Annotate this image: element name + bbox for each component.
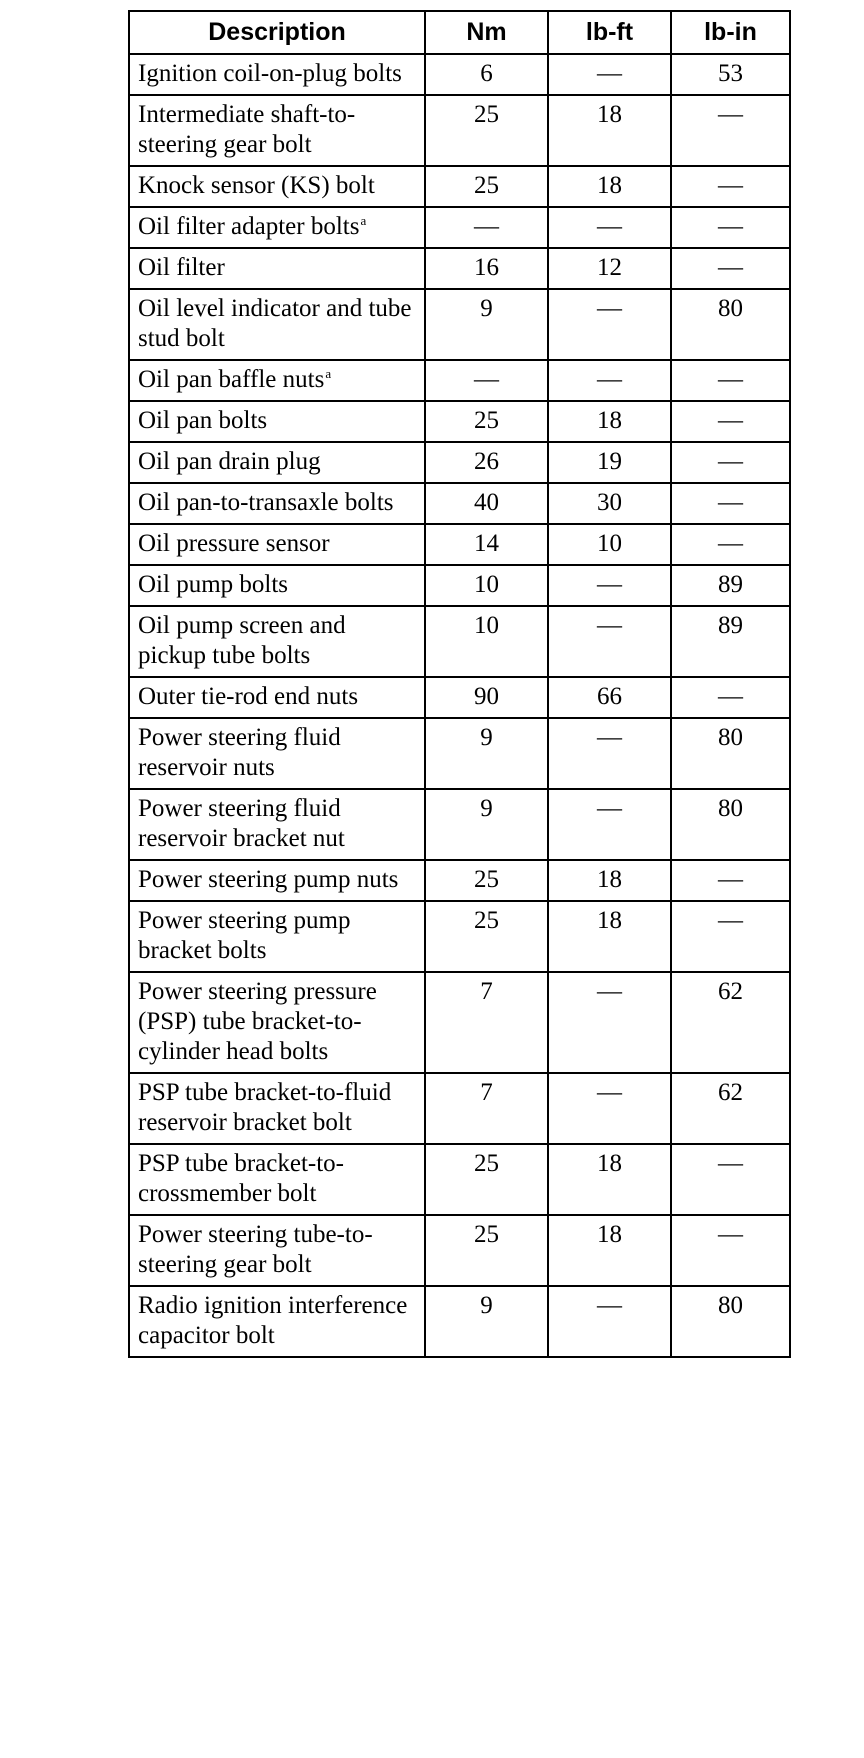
cell-lb-in: 80 bbox=[671, 1286, 790, 1357]
cell-lb-ft: 10 bbox=[548, 524, 671, 565]
cell-lb-ft: — bbox=[548, 1073, 671, 1144]
cell-description bbox=[129, 1286, 425, 1357]
cell-lb-in: — bbox=[671, 483, 790, 524]
cell-description bbox=[129, 248, 425, 289]
table-row bbox=[129, 360, 790, 401]
table-header-row bbox=[129, 11, 790, 54]
cell-lb-ft: 18 bbox=[548, 166, 671, 207]
cell-nm: — bbox=[425, 207, 548, 248]
cell-nm: 26 bbox=[425, 442, 548, 483]
cell-nm: 25 bbox=[425, 1144, 548, 1215]
table-row bbox=[129, 1073, 790, 1144]
description-text: Oil pan drain plug bbox=[138, 448, 321, 475]
cell-description bbox=[129, 483, 425, 524]
description-text: Radio ignition interference capacitor bolt bbox=[138, 1292, 408, 1349]
description-text: PSP tube bracket-to-fluid reservoir bracket bolt bbox=[138, 1079, 392, 1136]
torque-spec-table-container bbox=[128, 10, 789, 1358]
table-row bbox=[129, 972, 790, 1073]
cell-lb-ft: 18 bbox=[548, 901, 671, 972]
cell-lb-ft: — bbox=[548, 360, 671, 401]
table-row bbox=[129, 483, 790, 524]
description-text: Intermediate shaft-to-steering gear bolt bbox=[138, 101, 356, 158]
cell-lb-in: — bbox=[671, 207, 790, 248]
cell-lb-ft: — bbox=[548, 565, 671, 606]
cell-lb-in: — bbox=[671, 677, 790, 718]
cell-description bbox=[129, 565, 425, 606]
cell-description bbox=[129, 1073, 425, 1144]
cell-lb-in: — bbox=[671, 166, 790, 207]
cell-nm: 7 bbox=[425, 972, 548, 1073]
table-row bbox=[129, 442, 790, 483]
description-text: Oil pump bolts bbox=[138, 571, 289, 598]
cell-nm: 9 bbox=[425, 289, 548, 360]
description-text: Outer tie-rod end nuts bbox=[138, 683, 359, 710]
cell-description bbox=[129, 289, 425, 360]
table-row bbox=[129, 289, 790, 360]
cell-description bbox=[129, 95, 425, 166]
cell-lb-in: 62 bbox=[671, 1073, 790, 1144]
cell-nm: 9 bbox=[425, 789, 548, 860]
description-text: Power steering pump nuts bbox=[138, 866, 399, 893]
cell-lb-ft: 19 bbox=[548, 442, 671, 483]
description-text: Power steering fluid reservoir nuts bbox=[138, 724, 341, 781]
torque-spec-table bbox=[128, 10, 791, 1358]
cell-nm: — bbox=[425, 360, 548, 401]
cell-lb-ft: 18 bbox=[548, 1144, 671, 1215]
cell-lb-ft: 66 bbox=[548, 677, 671, 718]
cell-description bbox=[129, 718, 425, 789]
table-row bbox=[129, 207, 790, 248]
cell-lb-in: 89 bbox=[671, 565, 790, 606]
description-text: Oil pan bolts bbox=[138, 407, 268, 434]
cell-lb-ft: 30 bbox=[548, 483, 671, 524]
cell-lb-in: 80 bbox=[671, 718, 790, 789]
cell-description bbox=[129, 901, 425, 972]
table-body bbox=[129, 54, 790, 1357]
cell-nm: 25 bbox=[425, 901, 548, 972]
cell-description bbox=[129, 789, 425, 860]
description-text: Oil pump screen and pickup tube bolts bbox=[138, 612, 346, 669]
description-text: Oil filter adapter bolts bbox=[138, 213, 360, 240]
cell-lb-in: — bbox=[671, 360, 790, 401]
cell-lb-in: — bbox=[671, 524, 790, 565]
cell-description bbox=[129, 677, 425, 718]
table-row bbox=[129, 718, 790, 789]
header-nm: Nm bbox=[425, 11, 548, 54]
table-row bbox=[129, 54, 790, 95]
cell-lb-in: 53 bbox=[671, 54, 790, 95]
cell-nm: 6 bbox=[425, 54, 548, 95]
cell-lb-ft: 12 bbox=[548, 248, 671, 289]
cell-lb-in: — bbox=[671, 248, 790, 289]
cell-description bbox=[129, 207, 425, 248]
table-row bbox=[129, 789, 790, 860]
cell-description bbox=[129, 166, 425, 207]
cell-lb-ft: — bbox=[548, 718, 671, 789]
header-description: Description bbox=[129, 11, 425, 54]
table-row bbox=[129, 565, 790, 606]
table-row bbox=[129, 1144, 790, 1215]
description-text: Oil pan baffle nuts bbox=[138, 366, 325, 393]
cell-lb-ft: — bbox=[548, 207, 671, 248]
description-text: PSP tube bracket-to-crossmember bolt bbox=[138, 1150, 344, 1207]
cell-lb-in: — bbox=[671, 442, 790, 483]
header-lb-ft: lb-ft bbox=[548, 11, 671, 54]
cell-description bbox=[129, 606, 425, 677]
cell-nm: 25 bbox=[425, 860, 548, 901]
cell-description bbox=[129, 972, 425, 1073]
cell-nm: 90 bbox=[425, 677, 548, 718]
table-row bbox=[129, 901, 790, 972]
table-row bbox=[129, 401, 790, 442]
cell-lb-in: — bbox=[671, 95, 790, 166]
cell-nm: 40 bbox=[425, 483, 548, 524]
cell-lb-in: 80 bbox=[671, 789, 790, 860]
cell-description bbox=[129, 401, 425, 442]
cell-lb-in: — bbox=[671, 901, 790, 972]
cell-description bbox=[129, 1215, 425, 1286]
cell-nm: 9 bbox=[425, 718, 548, 789]
cell-lb-in: — bbox=[671, 1144, 790, 1215]
cell-nm: 14 bbox=[425, 524, 548, 565]
cell-description bbox=[129, 860, 425, 901]
description-text: Ignition coil-on-plug bolts bbox=[138, 60, 402, 87]
cell-description bbox=[129, 360, 425, 401]
table-row bbox=[129, 166, 790, 207]
cell-lb-ft: — bbox=[548, 606, 671, 677]
cell-lb-ft: — bbox=[548, 289, 671, 360]
table-row bbox=[129, 677, 790, 718]
description-text: Oil level indicator and tube stud bolt bbox=[138, 295, 412, 352]
table-row bbox=[129, 95, 790, 166]
cell-lb-ft: 18 bbox=[548, 401, 671, 442]
cell-description bbox=[129, 442, 425, 483]
cell-lb-ft: 18 bbox=[548, 95, 671, 166]
cell-nm: 25 bbox=[425, 1215, 548, 1286]
table-row bbox=[129, 1215, 790, 1286]
cell-nm: 25 bbox=[425, 95, 548, 166]
table-row bbox=[129, 524, 790, 565]
description-text: Power steering pressure (PSP) tube bracket-to-cylinder head bolts bbox=[138, 978, 377, 1065]
cell-lb-ft: — bbox=[548, 1286, 671, 1357]
cell-nm: 10 bbox=[425, 606, 548, 677]
header-lb-in: lb-in bbox=[671, 11, 790, 54]
description-text: Oil pan-to-transaxle bolts bbox=[138, 489, 394, 516]
cell-lb-in: 89 bbox=[671, 606, 790, 677]
table-row bbox=[129, 248, 790, 289]
description-text: Power steering pump bracket bolts bbox=[138, 907, 351, 964]
cell-lb-in: — bbox=[671, 860, 790, 901]
cell-lb-in: — bbox=[671, 1215, 790, 1286]
cell-lb-ft: — bbox=[548, 789, 671, 860]
cell-description bbox=[129, 1144, 425, 1215]
description-text: Knock sensor (KS) bolt bbox=[138, 172, 375, 199]
cell-nm: 9 bbox=[425, 1286, 548, 1357]
description-text: Power steering tube-to-steering gear bolt bbox=[138, 1221, 373, 1278]
cell-lb-in: 80 bbox=[671, 289, 790, 360]
cell-nm: 10 bbox=[425, 565, 548, 606]
cell-lb-ft: — bbox=[548, 972, 671, 1073]
cell-lb-in: 62 bbox=[671, 972, 790, 1073]
cell-description bbox=[129, 54, 425, 95]
description-text: Oil filter bbox=[138, 254, 225, 281]
table-row bbox=[129, 1286, 790, 1357]
cell-description bbox=[129, 524, 425, 565]
cell-nm: 25 bbox=[425, 401, 548, 442]
cell-nm: 16 bbox=[425, 248, 548, 289]
cell-lb-in: — bbox=[671, 401, 790, 442]
cell-nm: 25 bbox=[425, 166, 548, 207]
cell-lb-ft: 18 bbox=[548, 860, 671, 901]
description-text: Power steering fluid reservoir bracket nut bbox=[138, 795, 345, 852]
footnote-marker: a bbox=[360, 213, 367, 228]
cell-lb-ft: — bbox=[548, 54, 671, 95]
cell-lb-ft: 18 bbox=[548, 1215, 671, 1286]
cell-nm: 7 bbox=[425, 1073, 548, 1144]
table-row bbox=[129, 860, 790, 901]
table-row bbox=[129, 606, 790, 677]
footnote-marker: a bbox=[325, 366, 332, 381]
description-text: Oil pressure sensor bbox=[138, 530, 330, 557]
